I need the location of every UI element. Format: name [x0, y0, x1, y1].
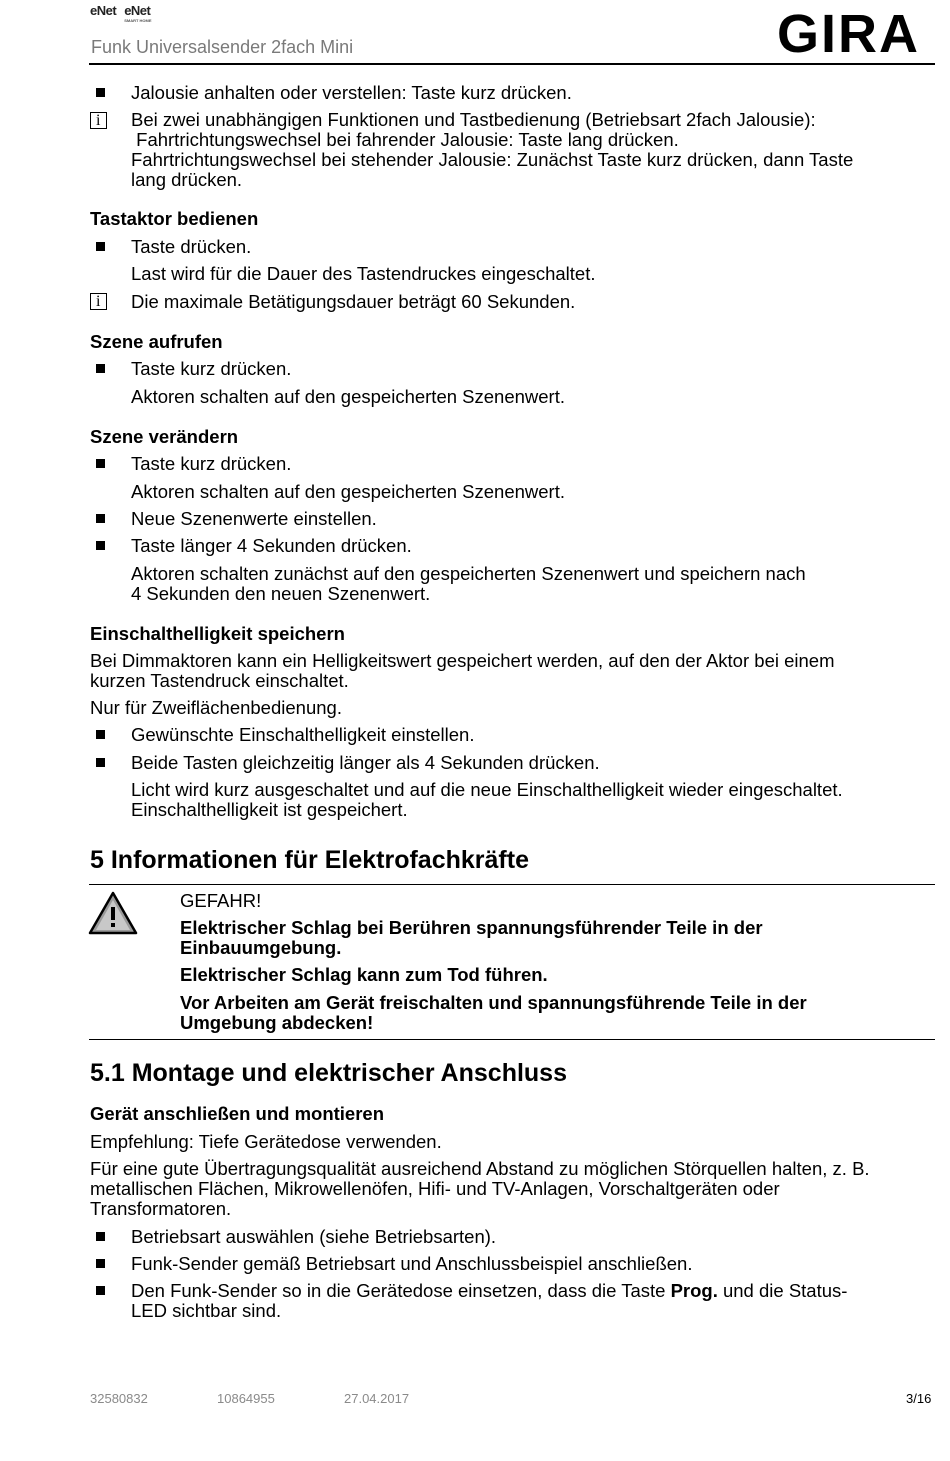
footer-document-number: 10864955 — [217, 1391, 275, 1406]
heading-geraet-anschliessen: Gerät anschließen und montieren — [90, 1103, 385, 1124]
enet-smart-home-logo-text: eNet — [124, 3, 151, 18]
footer-page-number: 3/16 — [906, 1391, 932, 1406]
szene-veraendern-step-2: Neue Szenenwerte einstellen. — [131, 508, 377, 529]
einschalthelligkeit-para-line-2: kurzen Tastendruck einschaltet. — [90, 670, 349, 691]
szene-veraendern-result-3-line-2: 4 Sekunden den neuen Szenenwert. — [131, 583, 431, 604]
szene-aufrufen-step-1: Taste kurz drücken. — [131, 358, 292, 379]
enet-logo-text: eNet — [90, 3, 117, 18]
montage-para-1: Empfehlung: Tiefe Gerätedose verwenden. — [90, 1131, 442, 1152]
bullet-icon — [96, 364, 105, 373]
warning-bottom-divider — [89, 1039, 935, 1040]
montage-step-1: Betriebsart auswählen (siehe Betriebsarten). — [131, 1226, 497, 1247]
bullet-icon — [96, 88, 105, 97]
einschalthelligkeit-para-2: Nur für Zweiflächenbedienung. — [90, 697, 342, 718]
jalousie-info-line-1: Bei zwei unabhängigen Funktionen und Tastbedienung (Betriebsart 2fach Jalousie): — [131, 109, 816, 130]
montage-para-2-line-2: metallischen Flächen, Mikrowellenöfen, Hifi- und TV-Anlagen, Vorschaltgeräten oder — [90, 1178, 780, 1199]
warning-line-2: Einbauumgebung. — [180, 937, 342, 958]
jalousie-info-line-4: lang drücken. — [131, 169, 243, 190]
smart-home-subtitle: SMART HOME — [124, 18, 152, 23]
header-divider — [89, 63, 935, 65]
warning-title: GEFAHR! — [180, 890, 262, 911]
einschalthelligkeit-para-line-1: Bei Dimmaktoren kann ein Helligkeitswert gespeichert werden, auf den der Aktor bei einem — [90, 650, 835, 671]
einschalthelligkeit-result-2-line-2: Einschalthelligkeit ist gespeichert. — [131, 799, 408, 820]
heading-einschalthelligkeit: Einschalthelligkeit speichern — [90, 623, 345, 644]
info-icon — [90, 293, 107, 310]
montage-para-2-line-3: Transformatoren. — [90, 1198, 232, 1219]
bullet-icon — [96, 730, 105, 739]
tastaktor-info: Die maximale Betätigungsdauer beträgt 60 Sekunden. — [131, 291, 576, 312]
bullet-icon — [96, 459, 105, 468]
szene-veraendern-result-3-line-1: Aktoren schalten zunächst auf den gespeicherten Szenenwert und speichern nach — [131, 563, 806, 584]
bullet-icon — [96, 1232, 105, 1241]
heading-section-5: 5 Informationen für Elektrofachkräfte — [90, 846, 529, 874]
heading-tastaktor: Tastaktor bedienen — [90, 208, 259, 229]
bullet-icon — [96, 758, 105, 767]
heading-szene-aufrufen: Szene aufrufen — [90, 331, 223, 352]
bullet-icon — [96, 1286, 105, 1295]
jalousie-info-line-3: Fahrtrichtungswechsel bei stehender Jalousie: Zunächst Taste kurz drücken, dann Taste — [131, 149, 854, 170]
warning-triangle-icon — [88, 890, 138, 936]
enet-logo — [90, 4, 116, 18]
montage-step-3-line-2: LED sichtbar sind. — [131, 1300, 282, 1321]
montage-step-3-text-pre: Den Funk-Sender so in die Gerätedose einsetzen, dass die Taste — [131, 1280, 671, 1301]
warning-line-5: Umgebung abdecken! — [180, 1012, 374, 1033]
footer-date: 27.04.2017 — [344, 1391, 410, 1406]
warning-line-3: Elektrischer Schlag kann zum Tod führen. — [180, 964, 548, 985]
einschalthelligkeit-result-2-line-1: Licht wird kurz ausgeschaltet und auf die neue Einschalthelligkeit wieder eingeschaltet. — [131, 779, 843, 800]
montage-step-3-line-1 — [131, 1281, 921, 1301]
bullet-icon — [96, 242, 105, 251]
tastaktor-step-1: Taste drücken. — [131, 236, 252, 257]
szene-veraendern-result-1: Aktoren schalten auf den gespeicherten Szenenwert. — [131, 481, 566, 502]
montage-step-3-text-post: und die Status- — [717, 1280, 848, 1301]
warning-line-4: Vor Arbeiten am Gerät freischalten und spannungsführende Teile in der — [180, 992, 807, 1013]
einschalthelligkeit-step-1: Gewünschte Einschalthelligkeit einstellen. — [131, 724, 475, 745]
heading-szene-veraendern: Szene verändern — [90, 426, 239, 447]
montage-step-2: Funk-Sender gemäß Betriebsart und Anschlussbeispiel anschließen. — [131, 1253, 693, 1274]
szene-aufrufen-result-1: Aktoren schalten auf den gespeicherten Szenenwert. — [131, 386, 566, 407]
bullet-icon — [96, 514, 105, 523]
bullet-icon — [96, 541, 105, 550]
prog-key-label: Prog. — [670, 1280, 718, 1301]
enet-logos — [90, 4, 152, 26]
info-icon — [90, 112, 107, 129]
jalousie-info-line-2: Fahrtrichtungswechsel bei fahrender Jalousie: Taste lang drücken. — [131, 129, 679, 150]
tastaktor-result-1: Last wird für die Dauer des Tastendruckes eingeschaltet. — [131, 263, 596, 284]
szene-veraendern-step-3: Taste länger 4 Sekunden drücken. — [131, 535, 412, 556]
montage-para-2-line-1: Für eine gute Übertragungsqualität ausreichend Abstand zu möglichen Störquellen halten, z. B. — [90, 1158, 870, 1179]
document-title: Funk Universalsender 2fach Mini — [91, 37, 354, 57]
footer-article-number: 32580832 — [90, 1391, 148, 1406]
warning-top-divider — [89, 884, 935, 885]
szene-veraendern-step-1: Taste kurz drücken. — [131, 453, 292, 474]
enet-smart-home-logo — [124, 4, 151, 23]
warning-line-1: Elektrischer Schlag bei Berühren spannungsführender Teile in der — [180, 917, 763, 938]
jalousie-step-1: Jalousie anhalten oder verstellen: Taste kurz drücken. — [131, 82, 572, 103]
bullet-icon — [96, 1259, 105, 1268]
einschalthelligkeit-step-2: Beide Tasten gleichzeitig länger als 4 Sekunden drücken. — [131, 752, 600, 773]
heading-section-5-1: 5.1 Montage und elektrischer Anschluss — [90, 1059, 567, 1087]
gira-logo: GIRA — [777, 4, 920, 64]
